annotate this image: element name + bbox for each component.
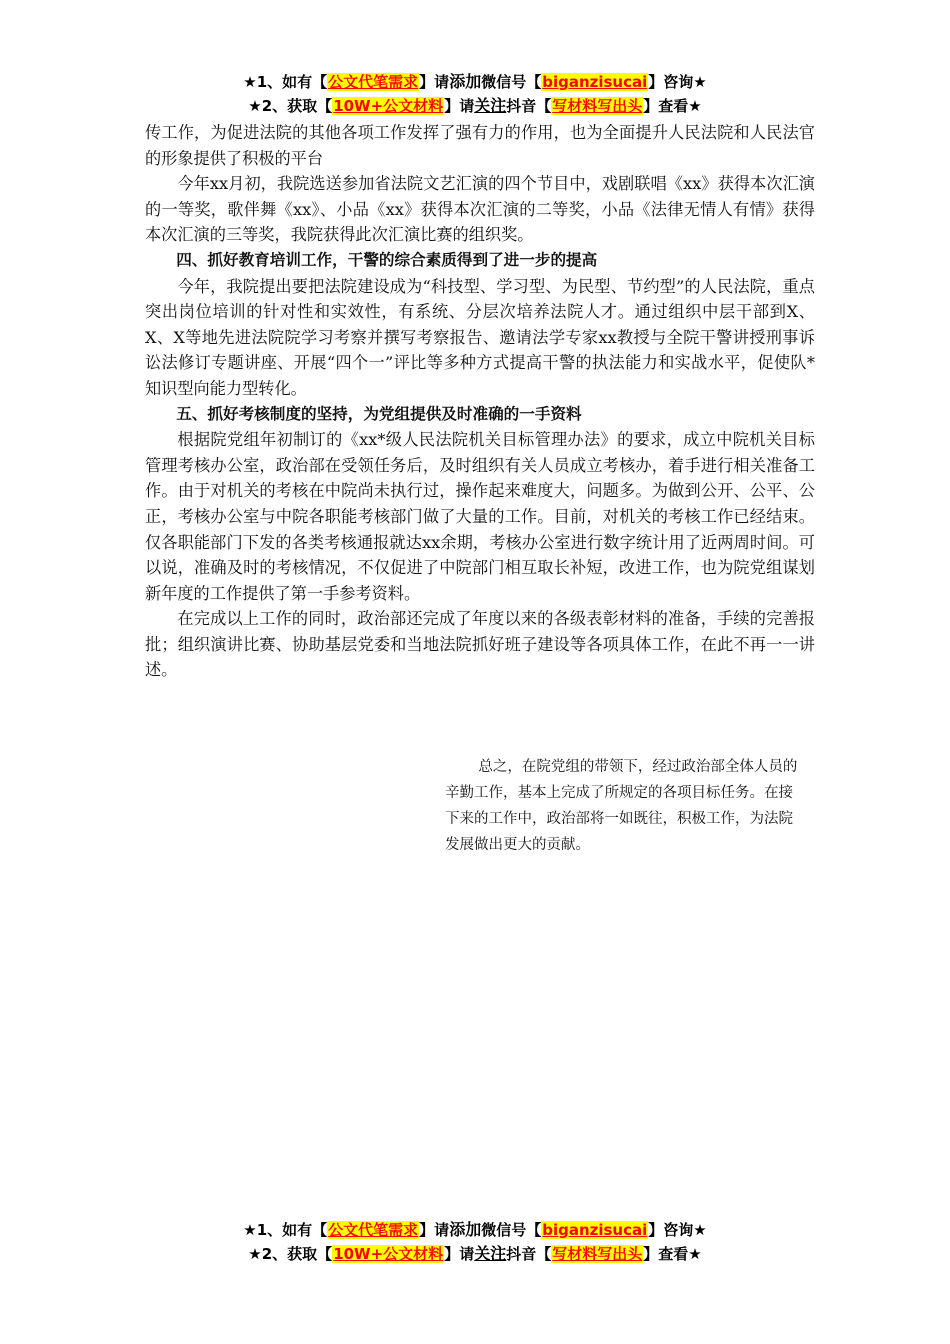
- paragraph-training: 今年，我院提出要把法院建设成为“科技型、学习型、为民型、节约型”的人民法院，重点突出岗位培训的针对性和实效性，有系统、分层次培养法院人才。通过组织中层干部到X、X、X等地先进法院院学习考察并撰写考察报告、邀请法学专家xx教授与全院干警讲授刑事诉讼法修订专题讲座、开展“四个一”评比等多种方式提高干警的执法能力和实战水平，促使队*知识型向能力型转化。: [145, 276, 815, 398]
- paragraph-continuation: 传工作，为促进法院的其他各项工作发挥了强有力的作用，也为全面提升人民法院和人民法官的形象提供了积极的平台: [145, 123, 815, 168]
- banner-line-1: ★1、如有【公文代笔需求】请添加微信号【biganzisucai】咨询★: [243, 72, 707, 91]
- document-body: [145, 120, 815, 683]
- closing-paragraph: 总之，在院党组的带领下，经过政治部全体人员的辛勤工作，基本上完成了所规定的各项目标任务。在接下来的工作中，政治部将一如既往，积极工作，为法院发展做出更大的贡献。: [445, 759, 798, 853]
- banner-line-2: ★2、获取【10W+公文材料】请关注抖音【写材料写出头】查看★: [248, 1244, 702, 1263]
- highlight-douyin: 写材料写出头: [552, 1245, 643, 1263]
- footer-banner: [0, 1218, 950, 1266]
- highlight-douyin: 写材料写出头: [552, 97, 643, 115]
- highlight-wechat-id: biganzisucai: [542, 1221, 648, 1239]
- paragraph-assessment: 根据院党组年初制订的《xx*级人民法院机关目标管理办法》的要求，成立中院机关目标管理考核办公室，政治部在受领任务后，及时组织有关人员成立考核办，着手进行相关准备工作。由于对机关的考核在中院尚未执行过，操作起来难度大，问题多。为做到公开、公平、公正，考核办公室与中院各职能考核部门做了大量的工作。目前，对机关的考核工作已经结束。仅各职能部门下发的各类考核通报就达xx余期，考核办公室进行数字统计用了近两周时间。可以说，准确及时的考核情况，不仅促进了中院部门相互取长补短，改进工作，也为院党组谋划新年度的工作提供了第一手参考资料。: [145, 430, 815, 603]
- highlight-materials: 10W+公文材料: [333, 1245, 444, 1263]
- highlight-service: 公文代笔需求: [328, 73, 419, 91]
- section-heading-5: 五、抓好考核制度的坚持，为党组提供及时准确的一手资料: [176, 404, 582, 423]
- banner-line-2: ★2、获取【10W+公文材料】请关注抖音【写材料写出头】查看★: [248, 96, 702, 115]
- highlight-materials: 10W+公文材料: [333, 97, 444, 115]
- highlight-service: 公文代笔需求: [328, 1221, 419, 1239]
- banner-line-1: ★1、如有【公文代笔需求】请添加微信号【biganzisucai】咨询★: [243, 1220, 707, 1239]
- paragraph-other-work: 在完成以上工作的同时，政治部还完成了年度以来的各级表彰材料的准备，手续的完善报批；组织演讲比赛、协助基层党委和当地法院抓好班子建设等各项具体工作，在此不再一一讲述。: [145, 609, 815, 680]
- highlight-wechat-id: biganzisucai: [542, 73, 648, 91]
- paragraph-art-performance: 今年xx月初，我院选送参加省法院文艺汇演的四个节目中，戏剧联唱《xx》获得本次汇演的一等奖，歌伴舞《xx》、小品《xx》获得本次汇演的二等奖，小品《法律无情人有情》获得本次汇演的三等奖，我院获得此次汇演比赛的组织奖。: [145, 174, 815, 245]
- section-heading-4: 四、抓好教育培训工作，干警的综合素质得到了进一步的提高: [176, 250, 598, 269]
- header-banner: [0, 70, 950, 118]
